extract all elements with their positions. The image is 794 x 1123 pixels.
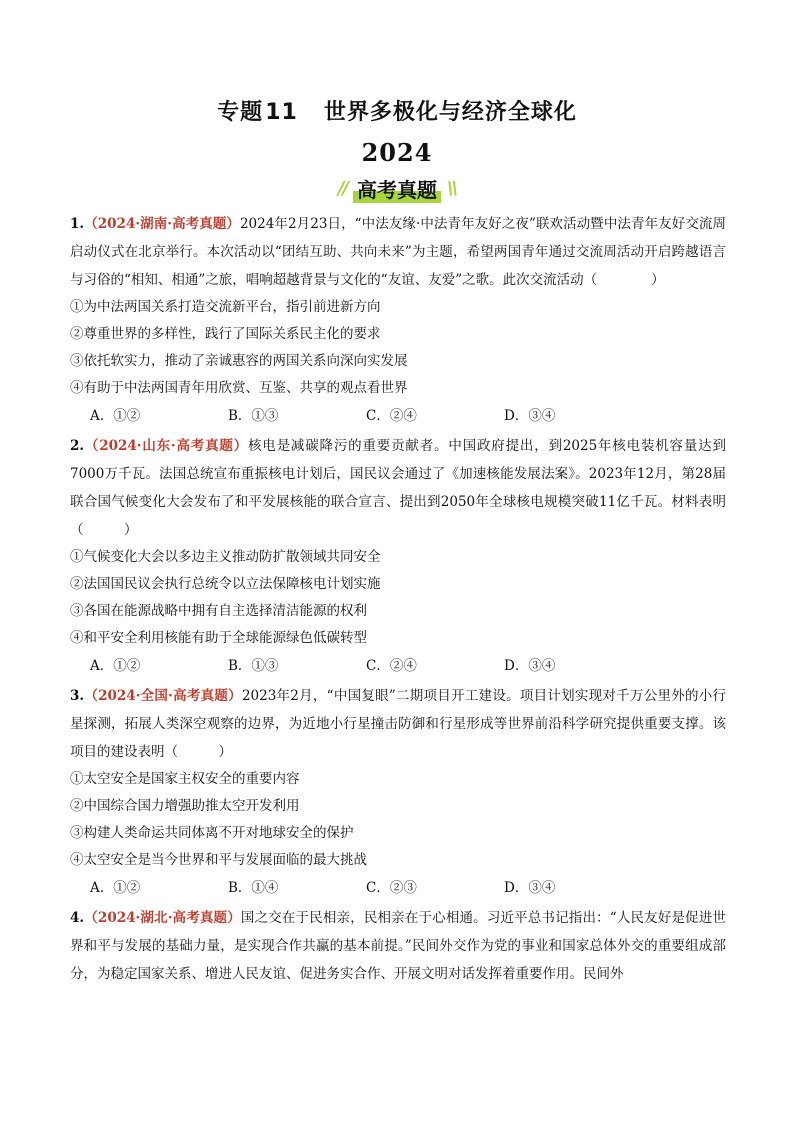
year-text: 2024 <box>361 138 433 167</box>
question-source: （2024·全国·高考真题） <box>84 688 242 704</box>
question-text: 国之交在于民相亲，民相亲在于心相通。习近平总书记指出：“人民友好是促进世界和平与发展的基础力量，是实现合作共赢的基本前提。”民间外交作为党的事业和国家总体外交的重要组成部分，为稳定国家关系、增进人民友谊、促进务实合作、开展文明对话发挥着重要作用。民间外 <box>70 910 726 982</box>
statement-option: ④太空安全是当今世界和平与发展面临的最大挑战 <box>70 852 367 868</box>
question-number: 3 <box>70 688 80 704</box>
answer-choices <box>70 402 726 430</box>
title-main: 世界多极化与经济全球化 <box>323 100 577 125</box>
choice-b: B．①④ <box>228 880 279 896</box>
statement-option: ②中国综合国力增强助推太空开发利用 <box>70 798 300 814</box>
statement-option: ①为中法两国关系打造交流新平台，指引前进新方向 <box>70 299 381 315</box>
question-number: 4 <box>70 910 80 926</box>
question-block <box>70 210 726 430</box>
statement-option: ④有助于中法两国青年用欣赏、互鉴、共享的观点看世界 <box>70 380 408 396</box>
year-heading <box>0 138 794 167</box>
question-block <box>70 682 726 902</box>
question-block <box>70 904 726 988</box>
question-block <box>70 432 726 680</box>
answer-choices <box>70 652 726 680</box>
question-source: （2024·湖南·高考真题） <box>84 216 240 232</box>
statement-option: ④和平安全利用核能有助于全球能源绿色低碳转型 <box>70 630 367 646</box>
year-label <box>358 138 437 167</box>
statement-option: ③依托软实力，推动了亲诚惠容的两国关系向深向实发展 <box>70 353 408 369</box>
question-text: 2023年2月，“中国复眼”二期项目开工建设。项目计划实现对千万公里外的小行星探测，拓展人类深空观察的边界，为近地小行星撞击防御和行星形成等世界前沿科学研究提供重要支撑。该项目的建设表明（ ） <box>70 688 726 760</box>
question-source: （2024·湖北·高考真题） <box>84 910 241 926</box>
question-stem: 1.（2024·湖南·高考真题）2024年2月23日，“中法友缘·中法青年友好之夜”联欢活动暨中法青年友好交流周启动仪式在北京举行。本次活动以“团结互助、共向未来”为主题，希望两国青年通过交流周活动开启跨越语言与习俗的“相知、相通”之旅，唱响超越背景与文化的“友谊、友爱”之歌。此次交流活动（ ） <box>70 216 726 288</box>
statement-option: ③各国在能源战略中拥有自主选择清洁能源的权利 <box>70 603 367 619</box>
question-stem: 3.（2024·全国·高考真题）2023年2月，“中国复眼”二期项目开工建设。项目计划实现对千万公里外的小行星探测，拓展人类深空观察的边界，为近地小行星撞击防御和行星形成等世界前沿科学研究提供重要支撑。该项目的建设表明（ ） <box>70 688 726 760</box>
statement-option: ②法国国民议会执行总统令以立法保障核电计划实施 <box>70 576 381 592</box>
question-stem: 4.（2024·湖北·高考真题）国之交在于民相亲，民相亲在于心相通。习近平总书记指出：“人民友好是促进世界和平与发展的基础力量，是实现合作共赢的基本前提。”民间外交作为党的事业和国家总体外交的重要组成部分，为稳定国家关系、增进人民友谊、促进务实合作、开展文明对话发挥着重要作用。民间外 <box>70 910 726 982</box>
choice-b: B．①③ <box>228 408 279 424</box>
question-number: 1 <box>70 216 80 232</box>
question-source: （2024·山东·高考真题） <box>84 438 248 454</box>
section-badge <box>0 174 794 203</box>
choice-c: C．②④ <box>366 408 417 424</box>
question-text: 核电是减碳降污的重要贡献者。中国政府提出，到2025年核电装机容量达到7000万千瓦。法国总统宣布重振核电计划后，国民议会通过了《加速核能发展法案》。2023年12月，第28届联合国气候变化大会发布了和平发展核能的联合宣言、提出到2050年全球核电规模突破11亿千瓦。材料表明（ ） <box>70 438 726 538</box>
badge-row <box>338 174 456 203</box>
badge-text: 高考真题 <box>353 174 441 203</box>
slash-decoration-left: // <box>337 178 347 199</box>
choice-d: D．③④ <box>504 658 556 674</box>
question-list <box>70 210 726 988</box>
choice-a: A．①② <box>90 880 141 896</box>
choice-d: D．③④ <box>504 408 556 424</box>
title-prefix: 专题 <box>217 100 264 125</box>
choice-b: B．①③ <box>228 658 279 674</box>
statement-option: ①太空安全是国家主权安全的重要内容 <box>70 771 300 787</box>
choice-a: A．①② <box>90 408 141 424</box>
page-title <box>0 95 794 126</box>
statement-option: ②尊重世界的多样性，践行了国际关系民主化的要求 <box>70 326 381 342</box>
statement-option: ③构建人类命运共同体离不开对地球安全的保护 <box>70 825 354 841</box>
choice-a: A．①② <box>90 658 141 674</box>
answer-choices <box>70 874 726 902</box>
question-number: 2 <box>70 438 80 454</box>
question-stem: 2.（2024·山东·高考真题）核电是减碳降污的重要贡献者。中国政府提出，到2025年核电装机容量达到7000万千瓦。法国总统宣布重振核电计划后，国民议会通过了《加速核能发展法案》。2023年12月，第28届联合国气候变化大会发布了和平发展核能的联合宣言、提出到2050年全球核电规模突破11亿千瓦。材料表明（ ） <box>70 438 726 538</box>
statement-option: ①气候变化大会以多边主义推动防扩散领域共同安全 <box>70 549 381 565</box>
title-number: 11 <box>265 100 298 125</box>
choice-d: D．③④ <box>504 880 556 896</box>
slash-decoration-right: \\ <box>447 178 457 199</box>
choice-c: C．②④ <box>366 658 417 674</box>
question-text: 2024年2月23日，“中法友缘·中法青年友好之夜”联欢活动暨中法青年友好交流周启动仪式在北京举行。本次活动以“团结互助、共向未来”为主题，希望两国青年通过交流周活动开启跨越语言与习俗的“相知、相通”之旅，唱响超越背景与文化的“友谊、友爱”之歌。此次交流活动（ ） <box>70 216 726 288</box>
choice-c: C．②③ <box>366 880 417 896</box>
